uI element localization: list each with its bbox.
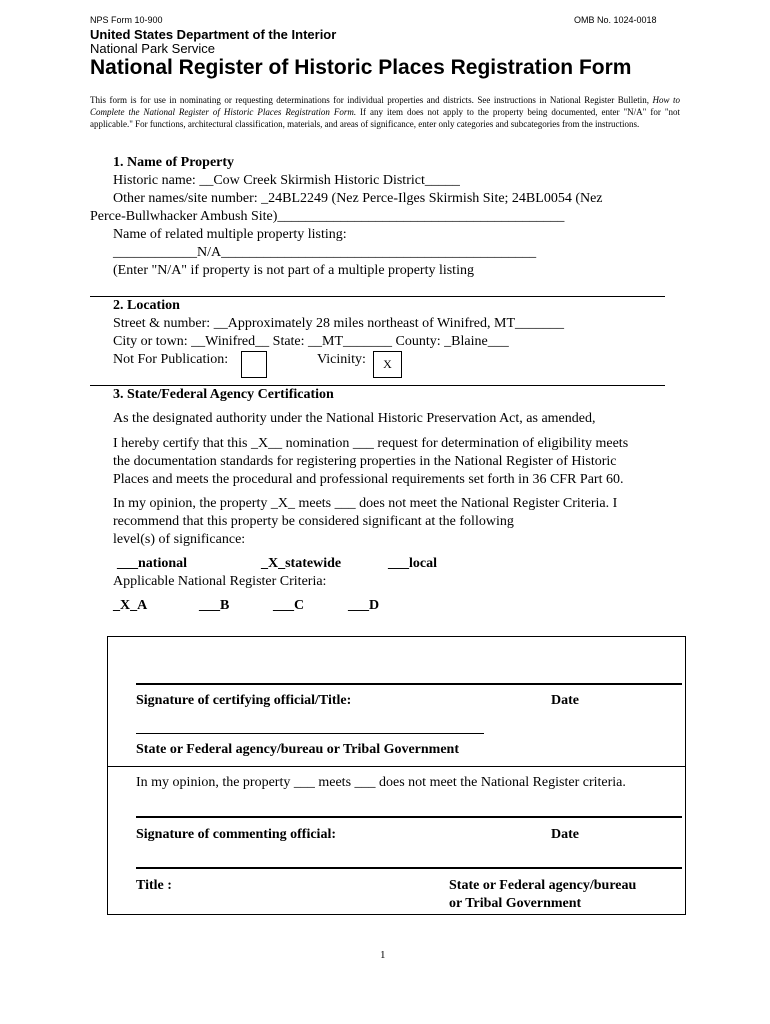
- comment-opinion-text: In my opinion, the property ___ meets ___ does not meet the National Register criteria.: [136, 775, 626, 790]
- level-national[interactable]: ___national: [117, 556, 188, 571]
- commenting-date-label: Date: [551, 827, 579, 842]
- level-local[interactable]: ___local: [388, 556, 437, 571]
- service-name: National Park Service: [90, 41, 215, 56]
- historic-name-row: [113, 173, 460, 189]
- authority-statement: As the designated authority under the National Historic Preservation Act, as amended,: [113, 411, 596, 426]
- intro-text-2: If any item does not apply to the property being documented, enter "N/A" for "not applicable." For functions, architectural classification, materials, and areas of significance, enter only categories and subcategories from the instructions.: [90, 107, 680, 129]
- criteria-a[interactable]: _X_A: [113, 598, 148, 613]
- title-label: Title :: [136, 878, 172, 893]
- related-listing-value[interactable]: ____________N/A_____________________________________________: [113, 245, 537, 260]
- city-row: [113, 334, 509, 350]
- tribal-government-label-2: or Tribal Government: [449, 896, 582, 911]
- city-value[interactable]: __Winifred__: [191, 334, 270, 349]
- historic-name-value[interactable]: __Cow Creek Skirmish Historic District_____: [199, 173, 460, 188]
- criteria-c[interactable]: ___C: [273, 598, 305, 613]
- certifying-signature-line[interactable]: [136, 683, 682, 685]
- commenting-official-label: Signature of commenting official:: [136, 827, 336, 842]
- county-label: County:: [395, 334, 441, 349]
- agency-bureau-label: State or Federal agency/bureau or Tribal Government: [136, 742, 460, 757]
- publication-checkbox[interactable]: [241, 351, 267, 378]
- commenting-signature-line[interactable]: [136, 816, 682, 818]
- historic-name-label: Historic name:: [113, 173, 196, 188]
- page-number: 1: [380, 949, 386, 961]
- certify-line-2: the documentation standards for registering properties in the National Register of Historic: [113, 454, 617, 469]
- level-statewide[interactable]: _X_statewide: [261, 556, 342, 571]
- form-number: NPS Form 10-900: [90, 15, 163, 25]
- agency-bureau-label-2: State or Federal agency/bureau: [449, 878, 637, 893]
- opinion-line-1: In my opinion, the property _X_ meets ___ does not meet the National Register Criteria. I: [113, 496, 618, 511]
- criteria-b[interactable]: ___B: [199, 598, 230, 613]
- criteria-d[interactable]: ___D: [348, 598, 380, 613]
- intro-paragraph: [90, 94, 680, 130]
- intro-text-1: This form is for use in nominating or requesting determinations for individual properties and districts. See instructions in National Register Bulletin,: [90, 95, 653, 105]
- vicinity-checkbox[interactable]: [373, 351, 402, 378]
- related-listing-note: (Enter "N/A" if property is not part of a multiple property listing: [113, 263, 474, 278]
- page-title: National Register of Historic Places Registration Form: [90, 56, 632, 79]
- related-listing-label: Name of related multiple property listing:: [113, 227, 347, 242]
- vicinity-checkbox-value: X: [383, 357, 392, 371]
- signature-box: [107, 636, 686, 915]
- agency-signature-line[interactable]: [136, 733, 484, 734]
- box-divider: [108, 766, 685, 767]
- intro-bulletin-title: How to Complete the National Register of Historic Places Registration Form.: [90, 95, 680, 117]
- opinion-line-2: recommend that this property be considered significant at the following: [113, 514, 514, 529]
- other-names-row: [113, 191, 603, 207]
- section1-heading: 1. Name of Property: [113, 155, 235, 170]
- street-value[interactable]: __Approximately 28 miles northeast of Winifred, MT_______: [213, 316, 564, 331]
- county-value[interactable]: _Blaine___: [444, 334, 509, 349]
- certify-line-3: Places and meets the procedural and professional requirements set forth in 36 CFR Part 60.: [113, 472, 624, 487]
- section-divider-2: [90, 385, 665, 386]
- certify-line-1: I hereby certify that this _X__ nomination ___ request for determination of eligibility meets: [113, 436, 629, 451]
- city-label: City or town:: [113, 334, 188, 349]
- certifying-official-label: Signature of certifying official/Title:: [136, 693, 352, 708]
- omb-number: OMB No. 1024-0018: [574, 15, 657, 25]
- street-row: [113, 316, 564, 332]
- certifying-date-label: Date: [551, 693, 579, 708]
- state-label: State:: [272, 334, 305, 349]
- other-names-continued[interactable]: Perce-Bullwhacker Ambush Site)_________________________________________: [90, 209, 565, 224]
- criteria-label: Applicable National Register Criteria:: [113, 574, 327, 589]
- section3-heading: 3. State/Federal Agency Certification: [113, 387, 334, 402]
- other-names-label: Other names/site number:: [113, 191, 258, 206]
- vicinity-label: Vicinity:: [317, 352, 366, 367]
- section-divider-1: [90, 296, 665, 297]
- section2-heading: 2. Location: [113, 298, 180, 313]
- state-value[interactable]: __MT_______: [308, 334, 393, 349]
- street-label: Street & number:: [113, 316, 211, 331]
- publication-label: Not For Publication:: [113, 352, 229, 367]
- title-signature-line[interactable]: [136, 867, 682, 869]
- other-names-value[interactable]: _24BL2249 (Nez Perce-Ilges Skirmish Site; 24BL0054 (Nez: [261, 191, 603, 206]
- department-name: United States Department of the Interior: [90, 27, 337, 42]
- opinion-line-3: level(s) of significance:: [113, 532, 246, 547]
